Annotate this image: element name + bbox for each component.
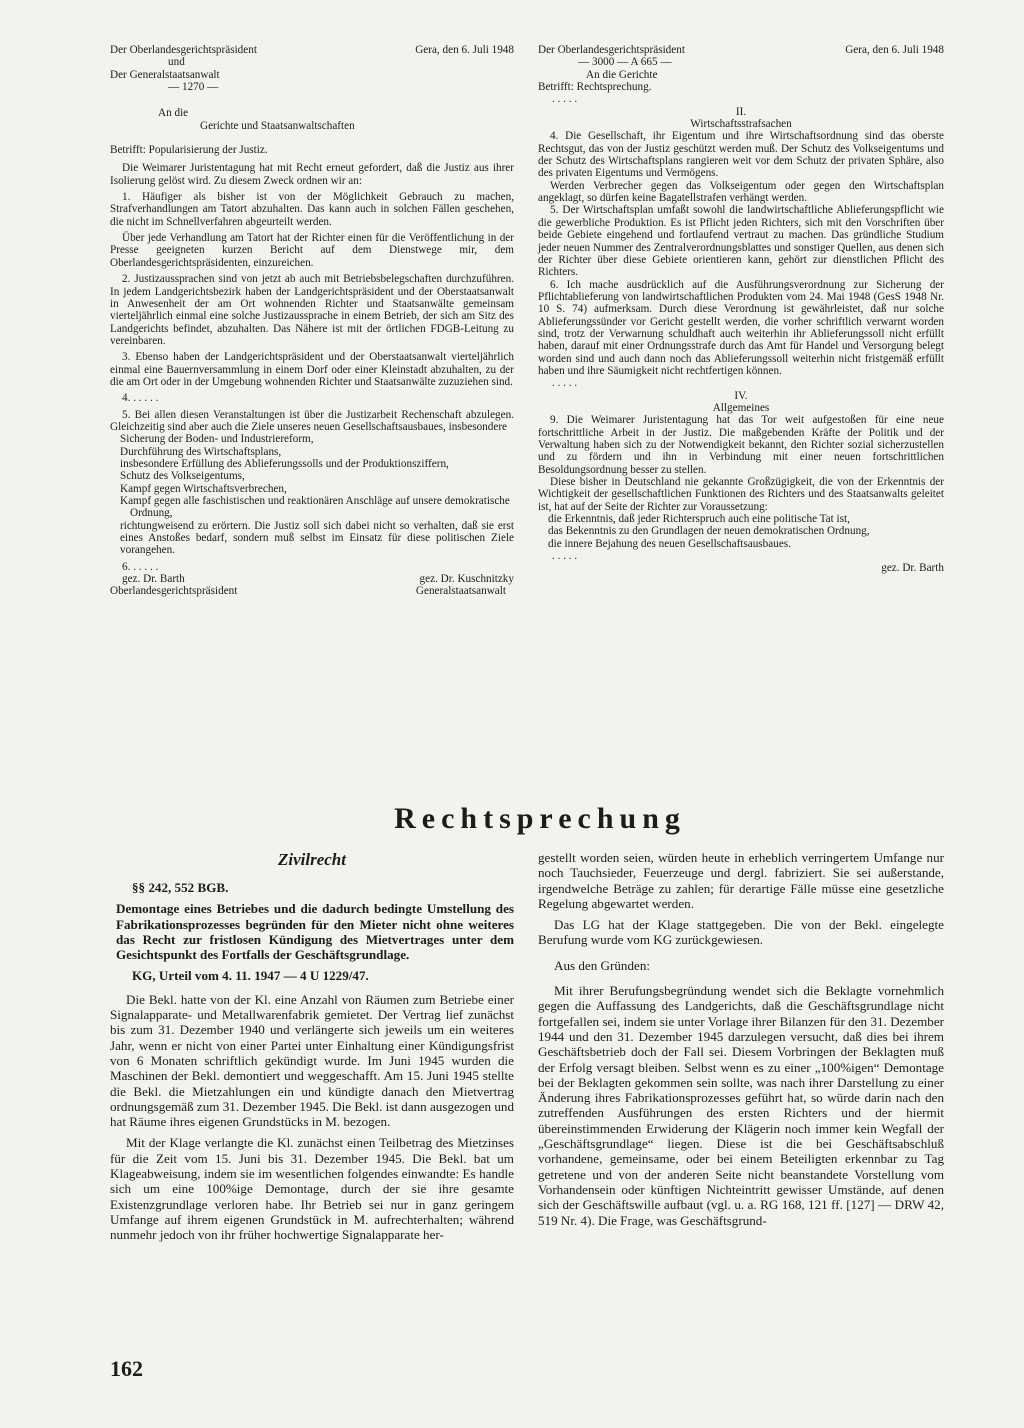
left-addressee-1: An die: [158, 107, 189, 120]
left-para-2: 1. Häufiger als bisher ist von der Möglichkeit Gebrauch zu machen, Strafverhandlungen am Tatort abzuhalten. Das kann auch in solchen Fällen geschehen, die nicht im Schnellverfahren abgeurteilt werden.: [110, 191, 514, 228]
right-para-5: 9. Die Weimarer Juristentagung hat das Tor weit aufgestoßen für eine neue fortschrittliche Arbeit in der Justiz. Die maßgebenden Kräfte der Politik und der Verwaltung haben sich zu der Notwendigkeit bekannt, den Richter sozial sicherzustellen und zu fördern und ihn in Verbindung mit einer neuen fortschrittlichen Besoldungsordnung besser zu stellen.: [538, 414, 944, 476]
right-signature: gez. Dr. Barth: [881, 562, 944, 575]
left-sender-2: Der Generalstaatsanwalt: [110, 68, 220, 81]
left-list-4: Schutz des Volkseigentums,: [120, 470, 245, 483]
left-list-7: richtungweisend zu erörtern. Die Justiz soll sich dabei nicht so verhalten, daß sie erst eines Anstoßes bedarf, sondern muß selbst im Einsatz für diese politischen Ziele vorangehen.: [120, 519, 514, 557]
left-addressee-2: Gerichte und Staatsanwaltschaften: [200, 119, 355, 132]
right-para-4: 6. Ich mache ausdrücklich auf die Ausführungsverordnung zur Sicherung der Pflichtablieferung von landwirtschaftlichen Produkten vom 24. Mai 1948 (GesS 1948 Nr. 10 S. 74) aufmerksam. Durch diese Verordnung ist gewährleistet, daß nur solche Ablieferungssünder vor Gericht gestellt werden, die vorher schriftlich verwarnt worden sind, trotz der Verwarnung schuldhaft auch weiterhin ihr Ablieferungssoll nicht erfüllt haben, darauf mit einer Ordnungsstrafe durch das Amt für Handel und Versorgung belegt worden sind und auch dann noch das Ablieferungssoll weiterhin nicht fristgemäß erfüllt haben und ihre Säumigkeit nicht rechtfertigen können.: [538, 278, 944, 377]
left-para-3: Über jede Verhandlung am Tatort hat der Richter einen für die Veröffentlichung in der Presse geeigneten kurzen Bericht auf dem Dienstwege mir, dem Oberlandesgerichtspräsidenten, einzureichen.: [110, 232, 514, 269]
lower-right-para-4: Mit ihrer Berufungsbegründung wendet sich die Beklagte vornehmlich gegen die Auffassung des Landgerichts, daß die Geschäftsgrundlage nicht fortgefallen sei, indem sie unter Vorlage ihrer Bilanzen für den 31. Dezember 1944 und den 31. Dezember 1945 darzulegen versucht, daß dies bei ihrem Geschäftsbetrieb doch der Fall sei. Diesem Vorbringen der Beklagten muß der Erfolg versagt bleiben. Selbst wenn es zu einer „100%igen“ Demontage bei der Beklagten gekommen sein sollte, was nach ihrer Darstellung zu einer Änderung ihres Fabrikationsprozesses geführt hat, so würde darin nach den zutreffenden Ausführungen des ersten Richters und der hiermit übereinstimmenden Erwiderung der Klägerin noch immer kein Wegfall der „Geschäftsgrundlage“ liegen. Diese ist die bei Geschäftsabschluß vorhandene, gemeinsame, oder bei einem Beteiligten erkennbar zu Tag getretene und von der anderen Seite nicht beanstandete Vorstellung vom Vorhandensein oder künftigen Nichteintritt gewisser Umstände, auf denen sich der Geschäftswille aufbaut (vgl. u. a. RG 168, 121 ff. [127] — DRW 42, 519 Nr. 4). Die Frage, was Geschäftsgrund-: [538, 983, 944, 1228]
left-decree: [110, 44, 514, 598]
right-sender: Der Oberlandesgerichtspräsident: [538, 44, 685, 56]
page-title: Rechtsprechung: [394, 802, 686, 835]
right-para-3: 5. Der Wirtschaftsplan umfaßt sowohl die landwirtschaftliche Ablieferungspflicht wie die gewerbliche Produktion. Es ist Pflicht jeden Richters, sich mit den Vorschriften über beide Gebiete eingehend und fortlaufend vertraut zu machen. Das gründliche Studium jeder neuen Nummer des Zentralverordnungsblattes und sonstiger Quellen, aus denen sich der Richter über diese Gebiete orientieren kann, gehört zur dienstlichen Pflicht des Richters.: [538, 204, 944, 279]
court-citation: KG, Urteil vom 4. 11. 1947 — 4 U 1229/47.: [132, 968, 369, 984]
lower-right-para-3: Aus den Gründen:: [554, 957, 651, 973]
right-addressee: An die Gerichte: [586, 68, 658, 81]
left-item-6: 6. . . . . .: [122, 560, 159, 573]
left-para-4: 2. Justizaussprachen sind von jetzt ab auch mit Betriebsbelegschaften durchzuführen. In jedem Landgerichtsbezirk haben der Landgerichtspräsident und der Oberstaatsanwalt in Anwesenheit der am Ort wohnenden Richter und Staatsanwälte gemeinsam vierteljährlich einmal eine solche Justizaussprache in einem Betrieb, der sich am Sitz des Landgerichts befindet, abzuhalten. Das Nähere ist mit der örtlichen FDGB-Leitung zu vereinbaren.: [110, 273, 514, 347]
right-dots-2: . . . . .: [552, 377, 578, 390]
right-dots-1: . . . . .: [552, 93, 578, 106]
lower-right-column: [538, 850, 944, 1228]
left-para-5: 3. Ebenso haben der Landgerichtspräsident und der Oberstaatsanwalt vierteljährlich einmal eine Bauernversammlung in einem Dorf oder einer Kleinstadt abzuhalten, zu der die am Ort oder in der Umgebung wohnenden Richter und Staatsanwälte zuzuziehen sind.: [110, 351, 514, 388]
left-list-3: insbesondere Erfüllung des Ablieferungssolls und der Produktionsziffern,: [120, 457, 449, 470]
left-list-1: Sicherung der Boden- und Industriereform,: [120, 433, 314, 446]
left-item-4: 4. . . . . .: [122, 392, 159, 405]
left-signature-title-1: Oberlandesgerichtspräsident: [110, 585, 238, 598]
lower-left-column: [110, 850, 514, 1243]
left-signature-2: gez. Dr. Kuschnitzky: [419, 573, 514, 586]
law-reference: §§ 242, 552 BGB.: [132, 880, 229, 895]
right-para-1: 4. Die Gesellschaft, ihr Eigentum und ihre Wirtschaftsordnung sind das oberste Rechtsgut, das von der Justiz geschützt werden muß. Der Schutz des Volkseigentums und der Schutz des Wirtschaftsplans rangieren weit vor dem Schutz der privaten Sphäre, also des privaten Eigentums und Vermögens.: [538, 130, 944, 180]
left-list-5: Kampf gegen Wirtschaftsverbrechen,: [120, 482, 287, 495]
right-para-2: Werden Verbrecher gegen das Volkseigentum oder gegen den Wirtschaftsplan angeklagt, so dürfen keine Bagatellstrafen verhängt werden.: [538, 179, 944, 205]
right-section-4: IV.: [734, 389, 748, 402]
headnote: Demontage eines Betriebes und die dadurch bedingte Umstellung des Fabrikationsprozesses begründen für den Mieter nicht ohne weiteres das Recht zur fristlosen Kündigung des Mietvertrages unter dem Gesichtspunkt des Fortfalls der Geschäftsgrundlage.: [116, 901, 514, 963]
left-signature-1: gez. Dr. Barth: [122, 573, 185, 586]
right-section-2-title: Wirtschaftsstrafsachen: [690, 118, 792, 131]
left-list-6: Kampf gegen alle faschistischen und reaktionären Anschläge auf unsere demokratische Ordnung,: [120, 495, 510, 520]
left-sender: Der Oberlandesgerichtspräsident: [110, 44, 257, 56]
left-signatures: [110, 573, 514, 585]
right-list-1: die Erkenntnis, daß jeder Richterspruch auch eine politische Tat ist,: [548, 513, 850, 526]
left-signature-title-2: Generalstaatsanwalt: [415, 585, 506, 598]
page-number: 162: [110, 1356, 143, 1381]
left-signature-titles: [110, 585, 514, 597]
right-list-3: die innere Bejahung des neuen Gesellschaftsausbaues.: [548, 537, 791, 550]
right-date: Gera, den 6. Juli 1948: [845, 44, 944, 56]
left-und: und: [168, 56, 185, 69]
section-heading: Zivilrecht: [278, 850, 346, 869]
right-ref: — 3000 — A 665 —: [578, 56, 672, 69]
left-subject: Betrifft: Popularisierung der Justiz.: [110, 144, 268, 157]
right-decree: [538, 44, 944, 575]
right-section-2: II.: [735, 105, 747, 118]
lower-left-para-2: Mit der Klage verlangte die Kl. zunächst einen Teilbetrag des Mietzinses für die Zeit vom 15. Juni bis 31. Dezember 1945. Die Bekl. bat um Klageabweisung, indem sie im wesentlichen folgendes einwandte: Es handle sich um eine 100%ige Demontage, durch der sie ihre gesamte Existenzgrundlage verloren habe. Ihr Betrieb sei nur in ganz geringem Umfange auf ihrem eigenen Grundstück in M. aufrechterhalten; während nunmehr jedoch von ihr früher hochwertige Signalapparate her-: [110, 1135, 514, 1243]
right-dots-3: . . . . .: [552, 550, 578, 563]
right-section-4-title: Allgemeines: [712, 401, 770, 414]
left-header: [110, 44, 514, 56]
right-subject: Betrifft: Rechtsprechung.: [538, 81, 652, 94]
right-header: [538, 44, 944, 56]
right-list-2: das Bekenntnis zu den Grundlagen der neuen demokratischen Ordnung,: [548, 525, 870, 538]
left-para-6: 5. Bei allen diesen Veranstaltungen ist über die Justizarbeit Rechenschaft abzulegen. Gleichzeitig sind aber auch die Ziele unseres neuen Gesellschaftsausbaues, insbesondere: [110, 408, 514, 433]
lower-right-para-1: gestellt worden seien, würden heute in erheblich verringertem Umfange nur noch Tauchsieder, Feuerzeuge und dergl. fabriziert. Sie sei außerstande, irgendwelche Beträge zu zahlen; für derartige Fälle müsse eine gesetzliche Regelung abgewartet werden.: [538, 850, 944, 911]
left-date: Gera, den 6. Juli 1948: [415, 44, 514, 56]
left-ref: — 1270 —: [168, 81, 219, 94]
left-para-1: Die Weimarer Juristentagung hat mit Recht erneut gefordert, daß die Justiz aus ihrer Isolierung gelöst wird. Zu diesem Zweck ordnen wir an:: [110, 162, 514, 187]
lower-right-para-2: Das LG hat der Klage stattgegeben. Die von der Bekl. eingelegte Berufung wurde vom KG zurückgewiesen.: [538, 917, 944, 948]
left-list-2: Durchführung des Wirtschaftsplans,: [120, 445, 282, 458]
lower-left-para-1: Die Bekl. hatte von der Kl. eine Anzahl von Räumen zum Betriebe einer Signalapparate- und Metallwarenfabrik gemietet. Der Vertrag lief zunächst bis zum 31. Dezember 1940 und verlängerte sich jeweils um ein weiteres Jahr, wenn er nicht von einer Partei unter Einhaltung einer Kündigungsfrist von 6 Monaten schriftlich gekündigt wurde. Im Juni 1945 wurden die Maschinen der Bekl. demontiert und weggeschafft. Am 15. Juni 1945 stellte die Bekl. die Mietzahlungen ein und kündigte danach den Mietvertrag ordnungsgemäß zum 31. Dezember 1945. Die Bekl. ist dann ausgezogen und hat Räume ihres eigenen Grundstücks in M. bezogen.: [110, 991, 514, 1130]
right-para-6: Diese bisher in Deutschland nie gekannte Großzügigkeit, die von der Erkenntnis der Wichtigkeit der gesellschaftlichen Funktionen des Richters und des Staatsanwalts geleitet ist, hat auf der Seite der Richter zur Voraussetzung:: [538, 476, 944, 513]
